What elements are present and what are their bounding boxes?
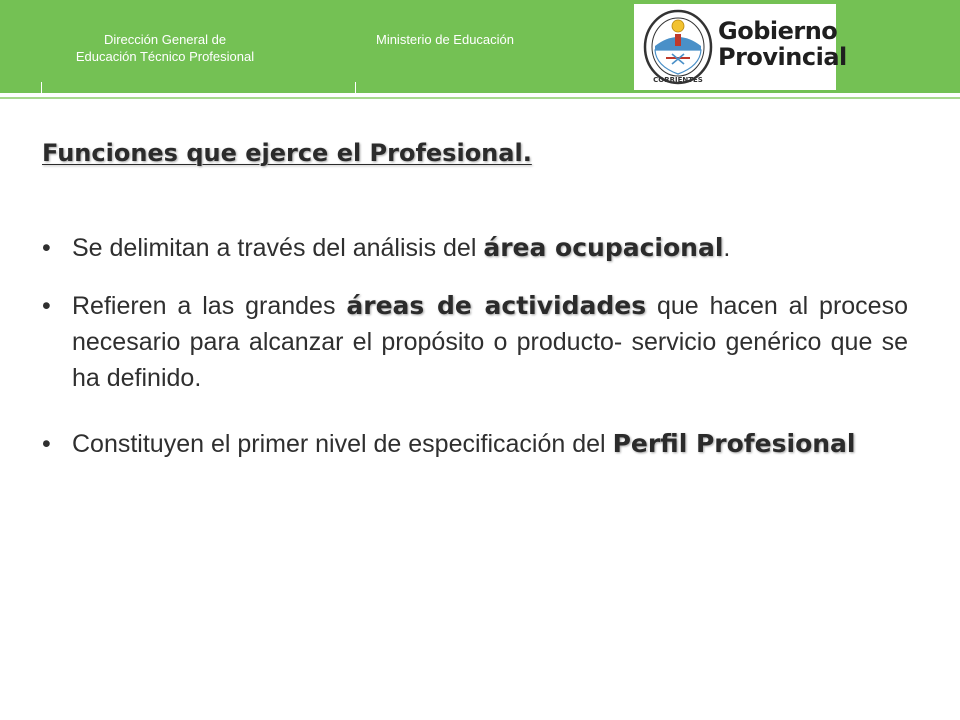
header-divider-tick: [41, 82, 42, 93]
bullet-text: Refieren a las grandes: [72, 292, 347, 320]
bullet-text: Constituyen el primer nivel de especificación del: [72, 430, 613, 458]
bullet-emphasis: áreas de actividades: [346, 291, 647, 320]
bullet-emphasis: Perfil Profesional: [612, 429, 856, 458]
logo-wordmark: [718, 18, 847, 70]
gobierno-provincial-logo: [634, 4, 847, 90]
bullet-item: [42, 288, 908, 396]
bullet-list: [42, 230, 908, 492]
header-department-line2: Educación Técnico Profesional: [75, 49, 255, 64]
bullet-item: [42, 230, 908, 266]
header-department-line1: Dirección General de: [103, 32, 227, 47]
bullet-text-end: .: [723, 234, 731, 262]
header-bar: [0, 0, 960, 93]
bullet-text: Se delimitan a través del análisis del: [72, 234, 484, 262]
bullet-item: [42, 426, 908, 462]
header-divider-accent: [0, 97, 960, 99]
bullet-marker: •: [42, 430, 51, 458]
header-divider-tick: [355, 82, 356, 93]
bullet-marker: •: [42, 234, 51, 262]
header-ministry: Ministerio de Educación: [375, 32, 515, 47]
logo-line-provincial: Provincial: [718, 43, 847, 71]
bullet-emphasis: área ocupacional: [483, 233, 724, 262]
slide-title: Funciones que ejerce el Profesional.: [42, 139, 532, 167]
logo-line-gobierno: Gobierno: [718, 17, 838, 45]
header-department: [20, 31, 310, 65]
bullet-text-end: que hacen al proceso necesario para alcanzar el propósito o producto- servicio genérico que se ha definido.: [72, 292, 908, 392]
corrientes-seal-icon: [642, 8, 714, 86]
seal-label: CORRIENTES: [653, 76, 703, 84]
bullet-marker: •: [42, 292, 51, 320]
